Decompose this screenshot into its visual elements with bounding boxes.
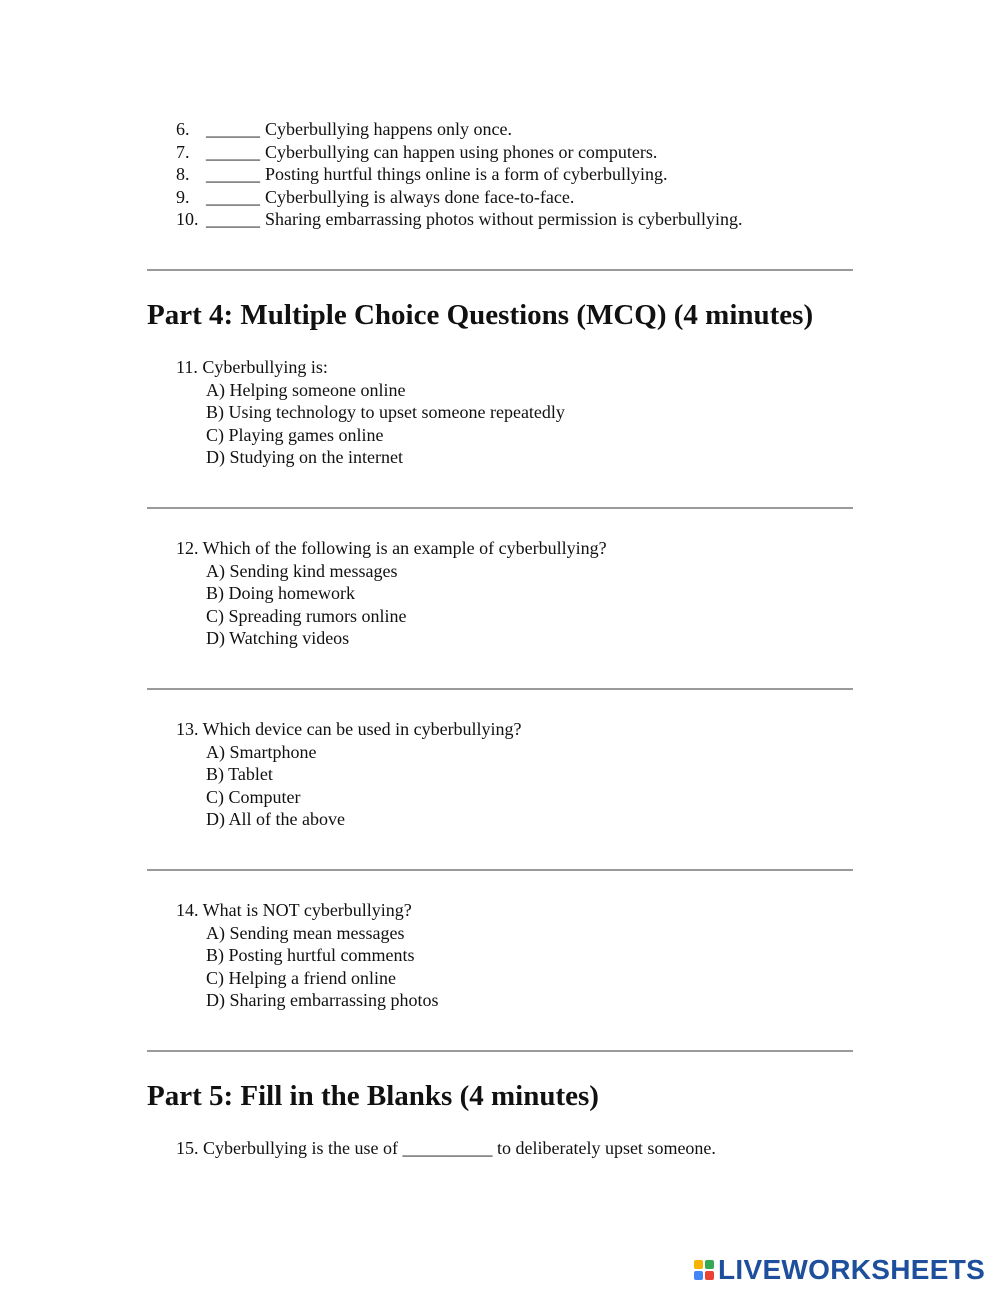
answer-blank[interactable]: ______ [206, 186, 260, 207]
item-number: 9. [176, 186, 190, 207]
option-a[interactable]: A) Smartphone [206, 741, 317, 762]
question-stem: 13. Which device can be used in cyberbullying? [176, 719, 522, 739]
option-a[interactable]: A) Helping someone online [206, 379, 406, 400]
true-false-list [176, 118, 742, 231]
item-number: 7. [176, 141, 190, 162]
tf-item-8 [176, 163, 742, 186]
question-divider [147, 688, 853, 690]
answer-blank[interactable]: ______ [206, 164, 260, 184]
tf-item-7 [176, 141, 742, 164]
item-text: Cyberbullying is always done face-to-face. [265, 186, 575, 207]
logo-square [694, 1260, 703, 1269]
question-stem: 14. What is NOT cyberbullying? [176, 900, 412, 920]
section-divider [147, 1050, 853, 1052]
item-number: 8. [176, 164, 190, 184]
logo-square [705, 1260, 714, 1269]
part4-heading: Part 4: Multiple Choice Questions (MCQ) (4 minutes) [147, 299, 814, 331]
logo-square [705, 1271, 714, 1280]
tf-item-6 [176, 118, 742, 141]
item-number: 10. [176, 209, 199, 229]
liveworksheets-logo-icon [694, 1260, 714, 1280]
tf-item-10 [176, 208, 742, 231]
answer-blank[interactable]: ______ [206, 119, 260, 139]
item-number: 6. [176, 119, 190, 139]
question-14 [176, 899, 438, 1012]
option-b[interactable]: B) Tablet [206, 764, 273, 785]
option-c[interactable]: C) Helping a friend online [206, 967, 396, 988]
question-divider [147, 869, 853, 871]
liveworksheets-branding [694, 1254, 985, 1286]
item-text: Cyberbullying happens only once. [265, 119, 512, 139]
question-13 [176, 718, 522, 831]
section-divider [147, 269, 853, 271]
option-b[interactable]: B) Doing homework [206, 583, 355, 604]
option-d[interactable]: D) All of the above [206, 809, 345, 830]
tf-item-9 [176, 186, 742, 209]
logo-square [694, 1271, 703, 1280]
question-stem: 12. Which of the following is an example of cyberbullying? [176, 538, 607, 558]
fill-blank[interactable]: __________ [402, 1138, 493, 1158]
part5-heading: Part 5: Fill in the Blanks (4 minutes) [147, 1080, 599, 1112]
fill-suffix: to deliberately upset someone. [496, 1138, 716, 1158]
option-a[interactable]: A) Sending kind messages [206, 560, 398, 581]
item-text: Cyberbullying can happen using phones or computers. [265, 141, 658, 162]
option-a[interactable]: A) Sending mean messages [206, 922, 405, 943]
question-11 [176, 356, 565, 469]
item-text: Sharing embarrassing photos without permission is cyberbullying. [265, 209, 743, 229]
question-divider [147, 507, 853, 509]
option-d[interactable]: D) Watching videos [206, 628, 350, 649]
fill-prefix: 15. Cyberbullying is the use of [176, 1138, 398, 1158]
option-d[interactable]: D) Sharing embarrassing photos [206, 990, 439, 1011]
answer-blank[interactable]: ______ [206, 209, 260, 229]
item-text: Posting hurtful things online is a form of cyberbullying. [265, 164, 668, 184]
question-15 [176, 1137, 716, 1160]
option-c[interactable]: C) Spreading rumors online [206, 605, 407, 626]
question-stem: 11. Cyberbullying is: [176, 357, 328, 377]
brand-text: LIVEWORKSHEETS [718, 1254, 986, 1285]
question-12 [176, 537, 607, 650]
option-b[interactable]: B) Using technology to upset someone repeatedly [206, 402, 565, 423]
option-c[interactable]: C) Computer [206, 786, 301, 807]
answer-blank[interactable]: ______ [206, 141, 260, 162]
option-c[interactable]: C) Playing games online [206, 424, 384, 445]
option-d[interactable]: D) Studying on the internet [206, 447, 403, 468]
option-b[interactable]: B) Posting hurtful comments [206, 945, 415, 966]
